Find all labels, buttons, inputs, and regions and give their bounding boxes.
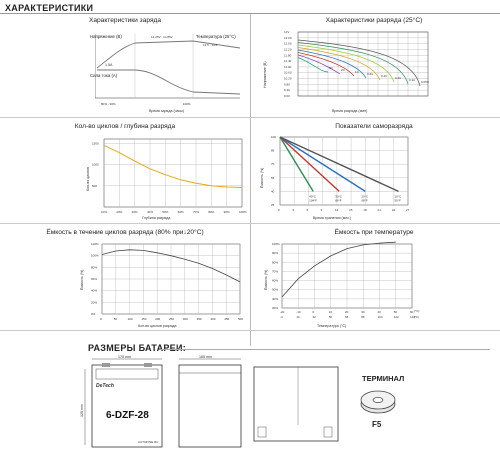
captemp-x-tick-c: -10 — [296, 310, 301, 314]
discharge-curve — [298, 43, 408, 85]
selfdis-x-tick: 0 — [278, 208, 280, 212]
captemp-y-tick: 80% — [272, 260, 279, 265]
captemp-unit-c: (°С) — [414, 309, 420, 313]
battery-brand-logo: DeTech — [96, 383, 114, 389]
page-title: ХАРАКТЕРИСТИКИ — [5, 3, 94, 13]
capcycle-y-tick: 0% — [91, 312, 96, 316]
battery-top-view — [252, 365, 342, 445]
capcycle-chart — [78, 240, 246, 328]
selfdis-plot-frame — [280, 137, 408, 205]
selfdis-series-label-f: 50°F — [394, 198, 401, 203]
selfdis-y-tick: 25 — [271, 203, 275, 207]
battery-side-body — [179, 365, 241, 447]
captemp-x-tick-c: 10 — [328, 310, 333, 314]
capcycle-chart-title: Ёмкость в течение циклов разряда (80% при↓20°C) — [46, 229, 204, 236]
terminal-title: ТЕРМИНАЛ — [362, 374, 405, 383]
selfdis-y-tick: 40 — [271, 189, 275, 194]
cycles-x-tick: 30% — [131, 210, 138, 214]
capcycle-x-tick: 0 — [100, 317, 102, 321]
battery-side-view — [175, 355, 245, 450]
captemp-y-tick: 70% — [272, 269, 279, 274]
capcycle-x-tick: 200 — [155, 317, 161, 321]
selfdis-series-label-c: 10°C — [394, 194, 402, 199]
capcycle-x-axis-label: Кол-во циклов разряда — [138, 324, 177, 328]
selfdis-y-tick: 55 — [271, 175, 275, 180]
selfdis-series-label-c: 40°C — [309, 194, 316, 199]
discharge-curve-label: 3C — [329, 66, 333, 70]
captemp-x-tick-f: -4 — [280, 315, 283, 319]
capcycle-x-tick: 450 — [224, 317, 230, 321]
selfdis-y-tick: 70 — [271, 162, 275, 167]
cycles-x-tick: 60% — [177, 210, 184, 214]
selfdis-x-tick: 15 — [349, 208, 353, 212]
cycles-x-axis-label: Глубина разряда — [142, 216, 171, 220]
cycles-chart — [82, 133, 247, 221]
battery-terminal-right — [144, 363, 152, 367]
selfdis-y-tick: 100 — [271, 135, 277, 139]
charge-chart-title: Характеристики заряда — [88, 17, 162, 24]
captemp-x-tick-c: 20 — [345, 310, 349, 314]
discharge-chart — [262, 28, 494, 114]
cycles-x-tick: 80% — [208, 210, 215, 214]
discharge-y-tick: 11.00 — [284, 64, 292, 69]
discharge-y-tick: 9.00 — [284, 94, 290, 98]
captemp-y-tick: 100% — [272, 242, 280, 246]
cycles-series-line — [104, 145, 242, 187]
discharge-y-tick: 13.00 — [284, 35, 292, 40]
charge-x-axis-label: Время заряда (часы) — [149, 109, 185, 113]
battery-front-view — [80, 355, 170, 450]
capcycle-y-tick: 100% — [91, 253, 99, 258]
captemp-x-tick-c: 60 — [410, 310, 414, 314]
discharge-y-tick: 12.60 — [284, 41, 292, 46]
selfdis-y-tick: 85 — [271, 148, 275, 153]
cycles-y-tick: 1500 — [92, 141, 99, 146]
charge-x-left-label: 80% - 90% — [101, 102, 116, 106]
cycles-y-tick: 500 — [92, 183, 98, 188]
captemp-x-tick-f: 68 — [345, 315, 349, 319]
battery-top-terminal-right — [324, 427, 332, 437]
captemp-x-axis-label: Температура (°С) — [317, 324, 347, 328]
charge-voltage-label: Напряжение (В) — [90, 34, 122, 39]
grid-divider-row1 — [0, 117, 500, 118]
capcycle-x-tick: 50 — [113, 317, 118, 321]
charge-v2-label: 13.5 - 13.8 — [203, 43, 218, 47]
capcycle-y-tick: 40% — [91, 288, 98, 293]
captemp-x-tick-f: 32 — [312, 315, 316, 319]
captemp-series-line — [282, 242, 396, 297]
captemp-x-tick-f: 50 — [328, 315, 333, 319]
charge-current-label: Сила тока (А) — [90, 73, 118, 78]
battery-lid — [96, 369, 158, 379]
captemp-y-tick: 60% — [272, 278, 279, 283]
captemp-y-tick: 40% — [272, 296, 279, 301]
charge-current-curve — [97, 70, 240, 94]
capcycle-y-tick: 60% — [91, 277, 98, 281]
selfdis-x-tick: 12 — [334, 208, 339, 212]
selfdis-x-tick: 27 — [406, 208, 410, 212]
captemp-unit-f: (°F) — [414, 315, 420, 319]
capcycle-y-axis-label: Ёмкость (%) — [80, 269, 84, 290]
selfdis-chart-title: Показатели саморазряда — [335, 123, 413, 130]
cycles-x-tick: 70% — [193, 210, 200, 214]
charge-x-mid-label: 100% — [183, 102, 191, 106]
cycles-y-axis-label: Кол-во циклов — [86, 167, 90, 191]
capcycle-x-tick: 250 — [169, 317, 175, 321]
captemp-x-tick-c: -20 — [280, 310, 285, 314]
cycles-chart-title: Кол-во циклов / глубина разряда — [74, 123, 176, 130]
selfdis-x-tick: 21 — [377, 208, 381, 212]
discharge-y-tick: 11.40 — [284, 59, 292, 64]
discharge-y-tick: 11.80 — [284, 53, 292, 58]
discharge-x-axis-label: Время разряда (мин) — [332, 109, 368, 113]
discharge-curve — [298, 45, 394, 82]
grid-divider-vertical — [250, 14, 251, 346]
discharge-y-tick: 9.80 — [284, 82, 290, 87]
discharge-y-axis-label: Напряжение (В) — [263, 61, 267, 88]
width-dimension: 175 mm — [118, 355, 131, 359]
battery-site: AUTOFINE.RU — [138, 440, 159, 444]
captemp-x-tick-f: 86 — [361, 315, 365, 319]
depth-dimension: 165 mm — [199, 355, 212, 359]
captemp-x-tick-c: 40 — [377, 310, 381, 314]
selfdis-series-label-f: 104°F — [309, 198, 318, 203]
sizes-title: РАЗМЕРЫ БАТАРЕИ: — [88, 343, 187, 353]
charge-v1-label: 14.25V - 14.85V — [151, 35, 173, 39]
cycles-x-tick: 100% — [239, 210, 247, 214]
battery-terminal-left — [102, 363, 110, 367]
selfdis-x-tick: 24 — [391, 208, 396, 212]
selfdis-series-label-c: 20°C — [361, 194, 369, 199]
selfdis-series-label-f: 68°F — [361, 198, 368, 203]
captemp-y-tick: 30% — [272, 306, 279, 310]
discharge-curve-label: 1C — [355, 70, 359, 74]
discharge-curve — [298, 40, 420, 86]
discharge-curve-label: 0.1C — [409, 78, 416, 82]
capcycle-x-tick: 150 — [141, 317, 147, 321]
selfdis-chart — [258, 133, 418, 221]
cycles-y-tick: 1000 — [92, 162, 99, 167]
capcycle-y-tick: 20% — [91, 300, 98, 305]
discharge-y-tick: 9.40 — [284, 88, 290, 93]
capcycle-x-tick: 500 — [238, 317, 244, 321]
selfdis-x-tick: 3 — [292, 208, 294, 212]
capcycle-x-tick: 300 — [182, 317, 188, 321]
terminal-code: F5 — [372, 420, 382, 429]
cycles-x-tick: 90% — [223, 210, 230, 214]
discharge-y-tick: 12V — [284, 30, 290, 34]
captemp-x-tick-c: 30 — [361, 310, 365, 314]
captemp-y-axis-label: Ёмкость (%) — [264, 269, 268, 290]
discharge-curve-label: 2C — [341, 68, 345, 72]
charge-temp-label: Температура (25°С) — [196, 34, 236, 39]
cycles-plot-frame — [104, 139, 242, 207]
selfdis-x-tick: 6 — [306, 208, 309, 212]
discharge-curve-label: 0.4C — [381, 74, 388, 78]
height-dimension: 125 mm — [80, 404, 84, 417]
capcycle-y-tick: 80% — [91, 265, 98, 270]
captemp-y-tick: 50% — [272, 287, 279, 292]
grid-divider-row2 — [0, 223, 500, 224]
captemp-x-tick-f: 140 — [410, 315, 416, 319]
captemp-y-tick: 90% — [272, 251, 279, 256]
captemp-x-tick-c: 50 — [393, 310, 398, 314]
grid-divider-row3 — [0, 330, 500, 331]
terminal-f5-icon — [358, 388, 398, 416]
battery-model: 6-DZF-28 — [106, 410, 149, 421]
capcycle-x-tick: 400 — [210, 317, 216, 321]
discharge-curve-label: 0.2C — [395, 76, 402, 80]
capcycle-y-tick: 120% — [91, 242, 99, 246]
cycles-x-tick: 20% — [116, 210, 123, 214]
discharge-y-tick: 10.20 — [284, 76, 292, 81]
selfdis-series-label-c: 30°C — [335, 194, 342, 199]
selfdis-x-axis-label: Время хранения (мес.) — [313, 216, 352, 220]
discharge-curve-label: 0.05C — [421, 80, 430, 84]
charge-voltage-curve — [97, 41, 240, 68]
captemp-chart — [262, 240, 432, 328]
sizes-divider — [160, 349, 490, 350]
discharge-y-tick: 10.60 — [284, 70, 292, 75]
cycles-x-tick: 50% — [162, 210, 169, 214]
selfdis-y-axis-label: Ёмкость (%) — [260, 167, 264, 188]
battery-top-terminal-left — [258, 427, 266, 437]
captemp-x-tick-f: 122 — [393, 315, 399, 319]
capcycle-x-tick: 100 — [127, 317, 133, 321]
cycles-x-tick: 40% — [147, 210, 154, 214]
captemp-x-tick-f: 104 — [377, 315, 383, 319]
selfdis-series-label-f: 86°F — [335, 198, 342, 203]
charge-chart — [95, 28, 245, 114]
selfdis-x-tick: 9 — [320, 208, 323, 212]
captemp-chart-title: Ёмкость при температуре — [334, 229, 414, 236]
charge-current-value: 1.5А — [105, 63, 113, 67]
discharge-chart-title: Характеристики разряда (25°С) — [325, 17, 423, 24]
discharge-curve-label: 0.6C — [367, 72, 374, 76]
discharge-y-tick: 12.20 — [284, 47, 292, 52]
captemp-x-tick-c: 0 — [312, 310, 315, 314]
captemp-x-tick-f: 14 — [296, 315, 300, 319]
capcycle-x-tick: 350 — [196, 317, 202, 321]
selfdis-x-tick: 18 — [363, 208, 367, 212]
cycles-x-tick: 10% — [101, 210, 108, 214]
